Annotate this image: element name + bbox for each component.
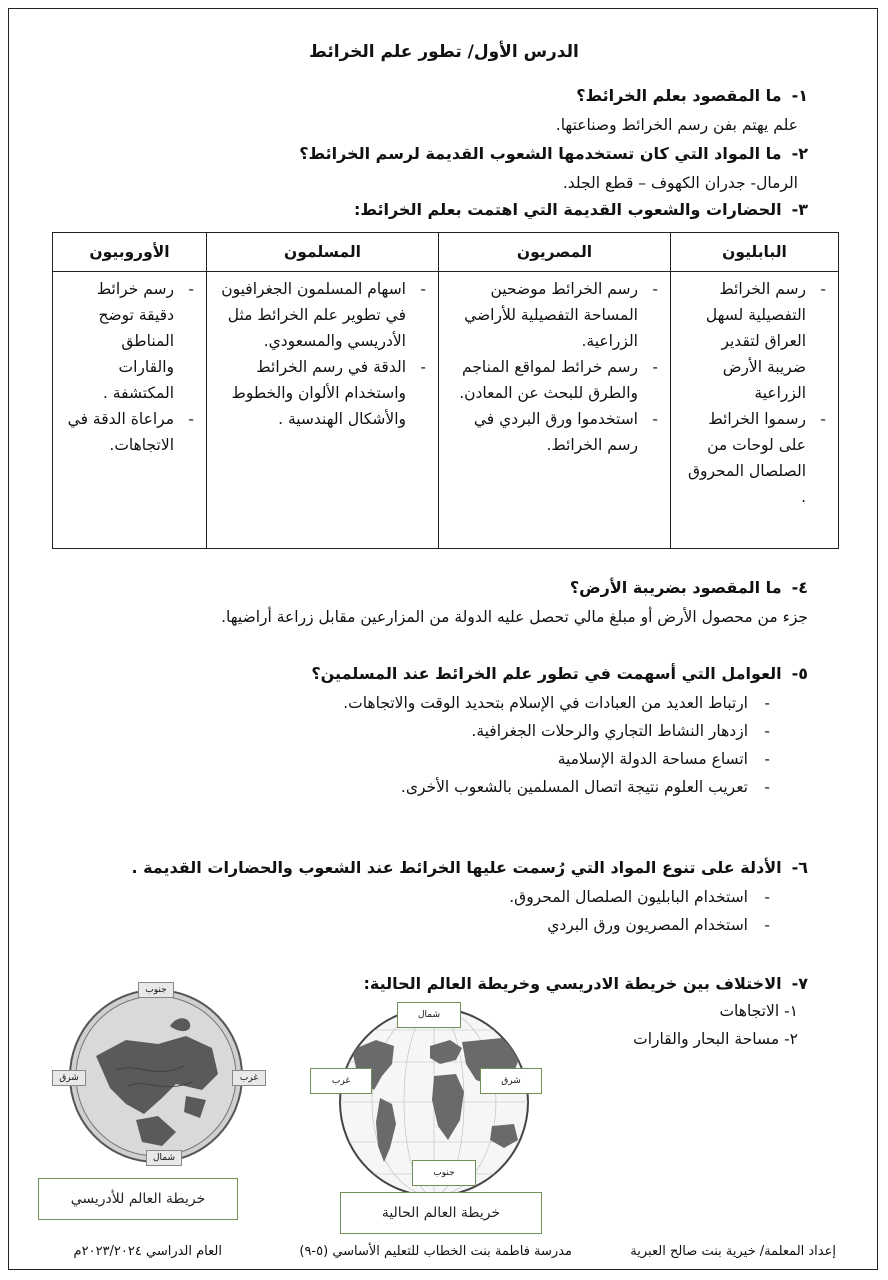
cell-europeans [53,272,207,549]
compass-label-north: شمال [146,1150,182,1166]
list-item: - اسهام المسلمون الجغرافيون في تطوير علم الخرائط مثل الأدريسي والمسعودي. [217,276,430,354]
list-item: - تعريب العلوم نتيجة اتصال المسلمين بالشعوب الأخرى. [400,778,770,796]
list-item: - رسم خرائط دقيقة توضح المناطق والقارات المكتشفة . [63,276,198,406]
list-item: - ارتباط العديد من العبادات في الإسلام بتحديد الوقت والاتجاهات. [343,694,770,712]
civilizations-table [52,232,839,549]
list-item: - رسموا الخرائط على لوحات من الصلصال المحروق . [681,406,830,510]
list-item: ١- الاتجاهات [719,1002,798,1020]
cell-muslims [207,272,439,549]
header-egyptians: المصريون [439,233,671,272]
header-babylonians: البابليون [671,233,839,272]
compass-label-north: شمال [397,1002,461,1028]
footer-year: العام الدراسي ٢٠٢٣/٢٠٢٤م [73,1244,222,1259]
compass-label-west: غرب [232,1070,266,1086]
list-item: - مراعاة الدقة في الاتجاهات. [63,406,198,458]
list-item: - الدقة في رسم الخرائط واستخدام الألوان والخطوط والأشكال الهندسية . [217,354,430,432]
footer-school: مدرسة فاطمة بنت الخطاب للتعليم الأساسي (٥-٩) [299,1244,572,1259]
list-item: - استخدموا ورق البردي في رسم الخرائط. [449,406,662,458]
idrisi-world-map [66,986,246,1166]
modern-map-caption: خريطة العالم الحالية [340,1192,542,1234]
answer-1: علم يهتم بفن رسم الخرائط وصناعتها. [555,116,798,134]
compass-label-east: شرق [480,1068,542,1094]
idrisi-map-caption: خريطة العالم للأدريسي [38,1178,238,1220]
lesson-title: الدرس الأول/ تطور علم الخرائط [309,42,579,62]
compass-label-south: جنوب [138,982,174,998]
compass-label-south: جنوب [412,1160,476,1186]
cell-babylonians [671,272,839,549]
list-item: - استخدام المصريون ورق البردي [547,916,770,934]
list-item: - رسم الخرائط موضحين المساحة التفصيلية للأراضي الزراعية. [449,276,662,354]
question-5: ٥-العوامل التي أسهمت في تطور علم الخرائط عند المسلمين؟ [311,664,808,683]
list-item: - ازدهار النشاط التجاري والرحلات الجغرافية. [471,722,770,740]
answer-4: جزء من محصول الأرض أو مبلغ مالي تحصل عليه الدولة من المزارعين مقابل زراعة أراضيها. [221,608,808,626]
list-item: - رسم خرائط لمواقع المناجم والطرق للبحث عن المعادن. [449,354,662,406]
question-6: ٦-الأدلة على تنوع المواد التي رُسمت عليها الخرائط عند الشعوب والحضارات القديمة . [131,858,808,877]
question-2: ٢-ما المواد التي كان تستخدمها الشعوب القديمة لرسم الخرائط؟ [299,144,808,163]
list-item: ٢- مساحة البحار والقارات [633,1030,798,1048]
cell-egyptians [439,272,671,549]
footer-teacher: إعداد المعلمة/ خيرية بنت صالح العبرية [630,1244,836,1259]
question-3: ٣-الحضارات والشعوب القديمة التي اهتمت بعلم الخرائط: [353,200,808,219]
list-item: - استخدام البابليون الصلصال المحروق. [509,888,770,906]
answer-2: الرمال- جدران الكهوف – قطع الجلد. [562,174,798,192]
header-europeans: الأوروبيون [53,233,207,272]
question-4: ٤-ما المقصود بضريبة الأرض؟ [569,578,808,597]
header-muslims: المسلمون [207,233,439,272]
compass-label-west: غرب [310,1068,372,1094]
question-1: ١-ما المقصود بعلم الخرائط؟ [576,86,808,105]
compass-label-east: شرق [52,1070,86,1086]
list-item: - رسم الخرائط التفصيلية لسهل العراق لتقدير ضريبة الأرض الزراعية [681,276,830,406]
question-7: ٧-الاختلاف بين خريطة الادريسي وخريطة العالم الحالية: [363,974,808,993]
list-item: - اتساع مساحة الدولة الإسلامية [557,750,770,768]
